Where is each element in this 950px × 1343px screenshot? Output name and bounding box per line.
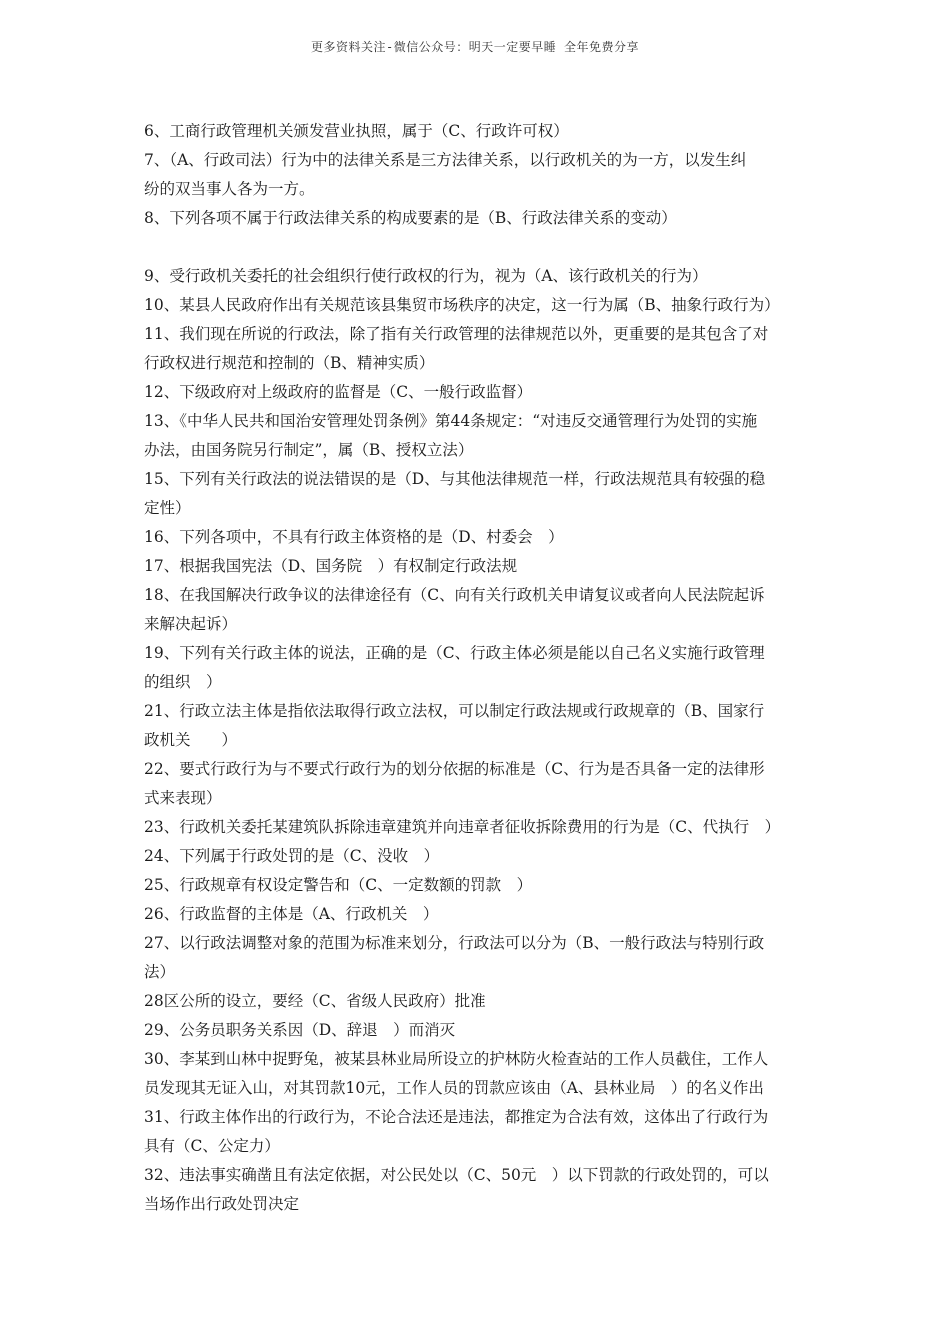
text-line: 纷的双当事人各为一方。 [144, 180, 315, 198]
blank-line [144, 233, 810, 262]
document-body [144, 117, 810, 1219]
text-line: 具有（C、公定力） [144, 1137, 280, 1155]
text-line: 10、某县人民政府作出有关规范该县集贸市场秩序的决定，这一行为属（B、抽象行政行为） [144, 296, 780, 314]
text-line: 23、行政机关委托某建筑队拆除违章建筑并向违章者征收拆除费用的行为是（C、代执行 ） [144, 818, 781, 836]
text-line: 来解决起诉） [144, 615, 238, 633]
text-line: 15、下列有关行政法的说法错误的是（D、与其他法律规范一样，行政法规范具有较强的稳 [144, 470, 766, 488]
text-line: 7、（A、行政司法）行为中的法律关系是三方法律关系，以行政机关的为一方，以发生纠 [144, 151, 747, 169]
text-line: 当场作出行政处罚决定 [144, 1195, 300, 1213]
text-line: 32、违法事实确凿且有法定依据，对公民处以（C、50元 ）以下罚款的行政处罚的，可以 [144, 1166, 769, 1184]
text-line: 12、下级政府对上级政府的监督是（C、一般行政监督） [144, 383, 533, 401]
text-line: 16、下列各项中，不具有行政主体资格的是（D、村委会 ） [144, 528, 564, 546]
text-line: 19、下列有关行政主体的说法，正确的是（C、行政主体必须是能以自己名义实施行政管理 [144, 644, 765, 662]
text-line: 的组织 ） [144, 673, 222, 691]
text-line: 18、在我国解决行政争议的法律途径有（C、向有关行政机关申请复议或者向人民法院起诉 [144, 586, 765, 604]
page-header: 更多资料关注-微信公众号：明天一定要早睡 全年免费分享 [311, 40, 639, 54]
text-line: 17、根据我国宪法（D、国务院 ）有权制定行政法规 [144, 557, 518, 575]
text-line: 法） [144, 963, 176, 981]
text-line: 13、《中华人民共和国治安管理处罚条例》第44条规定：“对违反交通管理行为处罚的实施 [144, 412, 758, 430]
text-line: 29、公务员职务关系因（D、辞退 ）而消灭 [144, 1021, 456, 1039]
text-line: 式来表现） [144, 789, 222, 807]
text-line: 24、下列属于行政处罚的是（C、没收 ） [144, 847, 440, 865]
text-line: 27、以行政法调整对象的范围为标准来划分，行政法可以分为（B、一般行政法与特别行政 [144, 934, 765, 952]
text-line: 31、行政主体作出的行政行为，不论合法还是违法，都推定为合法有效，这体出了行政行为 [144, 1108, 769, 1126]
text-line: 21、行政立法主体是指依法取得行政立法权，可以制定行政法规或行政规章的（B、国家行 [144, 702, 765, 720]
text-line: 8、下列各项不属于行政法律关系的构成要素的是（B、行政法律关系的变动） [144, 209, 677, 227]
text-line: 6、工商行政管理机关颁发营业执照，属于（C、行政许可权） [144, 122, 569, 140]
text-line: 26、行政监督的主体是（A、行政机关 ） [144, 905, 439, 923]
text-line: 员发现其无证入山，对其罚款10元，工作人员的罚款应该由（A、县林业局 ）的名义作出 [144, 1079, 764, 1097]
text-line: 行政权进行规范和控制的（B、精神实质） [144, 354, 435, 372]
text-line: 22、要式行政行为与不要式行政行为的划分依据的标准是（C、行为是否具备一定的法律形 [144, 760, 765, 778]
text-line: 28区公所的设立，要经（C、省级人民政府）批准 [144, 992, 486, 1010]
text-line: 9、受行政机关委托的社会组织行使行政权的行为，视为（A、该行政机关的行为） [144, 267, 708, 285]
text-line: 11、我们现在所说的行政法，除了指有关行政管理的法律规范以外，更重要的是其包含了对 [144, 325, 769, 343]
text-line: 政机关 ） [144, 731, 238, 749]
text-line: 30、李某到山林中捉野兔，被某县林业局所设立的护林防火检查站的工作人员截住，工作人 [144, 1050, 769, 1068]
text-line: 定性） [144, 499, 191, 517]
text-line: 25、行政规章有权设定警告和（C、一定数额的罚款 ） [144, 876, 533, 894]
text-line: 办法，由国务院另行制定”，属（B、授权立法） [144, 441, 474, 459]
